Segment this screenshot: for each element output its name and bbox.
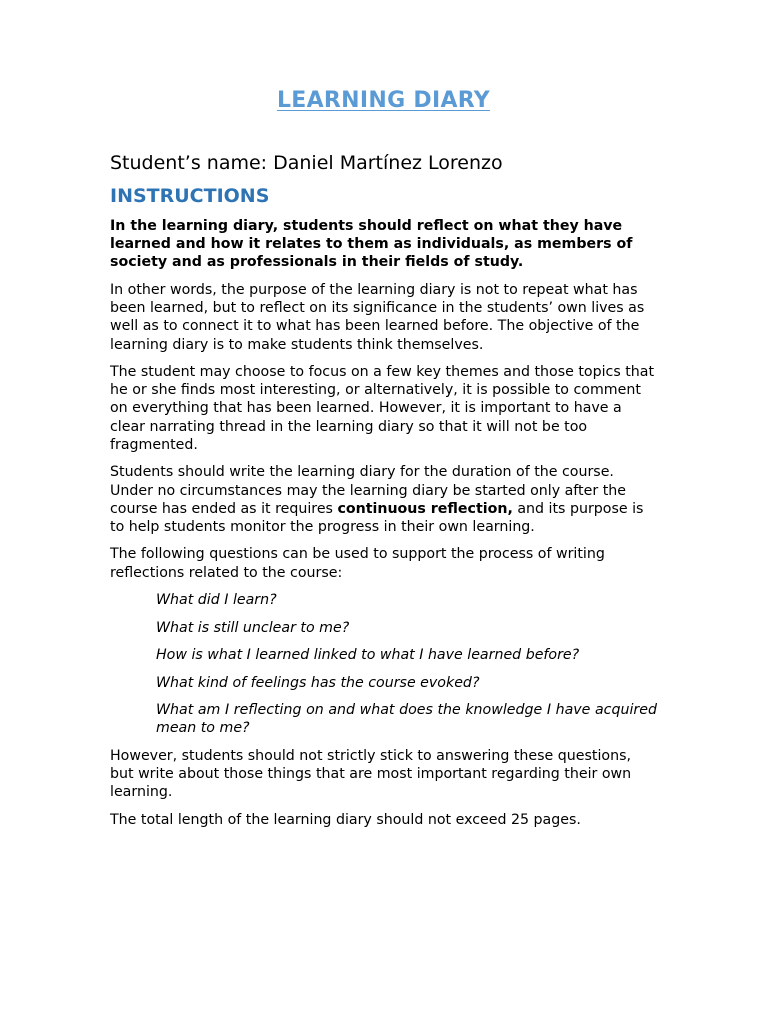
- document-title: LEARNING DIARY: [276, 88, 491, 113]
- intro-paragraph: In the learning diary, students should reflect on what they have learned and how it relates to them as individuals, as members of society and as professionals in their fields of study.: [110, 218, 633, 271]
- continuous-reflection-emphasis: continuous reflection,: [337, 500, 513, 517]
- however-paragraph: However, students should not strictly stick to answering these questions, but write about those things that are most important regarding their own learning.: [110, 747, 632, 801]
- themes-paragraph: The student may choose to focus on a few key themes and those topics that he or she finds most interesting, or alternatively, it is possible to comment on everything that has been learned. However, it is important to have a clear narrating thread in the learning diary so that it will not be too fragmented.: [110, 364, 655, 453]
- length-paragraph: The total length of the learning diary should not exceed 25 pages.: [110, 811, 581, 828]
- question-item: What is still unclear to me?: [156, 619, 350, 636]
- question-item: What did I learn?: [156, 592, 277, 609]
- instructions-heading: INSTRUCTIONS: [110, 185, 270, 207]
- question-item: What kind of feelings has the course evoked?: [156, 674, 480, 691]
- question-item: How is what I learned linked to what I have learned before?: [156, 647, 580, 664]
- purpose-paragraph: In other words, the purpose of the learning diary is not to repeat what has been learned, but to reflect on its significance in the students’ own lives as well as to connect it to what has been learned before. The objective of the learning diary is to make students think themselves.: [110, 281, 645, 353]
- duration-paragraph: [110, 463, 657, 536]
- questions-intro-paragraph: The following questions can be used to support the process of writing reflections related to the course:: [110, 546, 605, 581]
- student-name-line: Student’s name: Daniel Martínez Lorenzo: [110, 152, 503, 174]
- question-item: What am I reflecting on and what does the knowledge I have acquired mean to me?: [156, 702, 657, 737]
- duration-text-start: Students should write the learning diary for the duration of the course. Under no circumstances may the learning diary be started only after the course has ended as it requires: [110, 464, 626, 517]
- duration-text-end: and its purpose is to help students monitor the progress in their own learning.: [110, 500, 644, 535]
- document-page: [110, 86, 657, 829]
